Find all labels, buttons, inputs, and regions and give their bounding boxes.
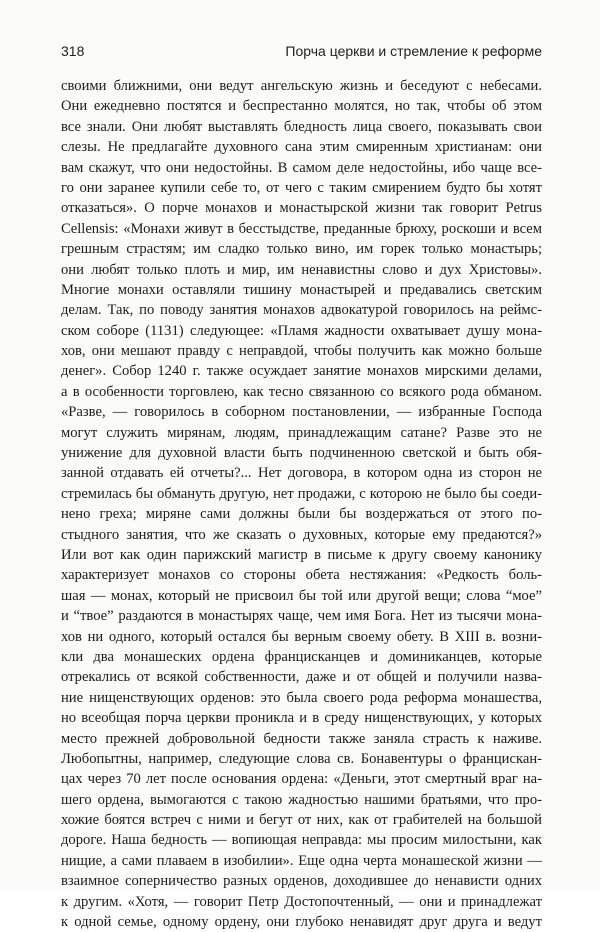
text-line: к другим. «Хотя, — говорит Петр Достопочтенный, — они и принадлежат (61, 893, 542, 910)
text-line: Cellensis: «Монахи живут в бесстыдстве, преданные брюху, роскоши и всем (61, 220, 542, 237)
text-line: характеризует монахов со стороны обета нестяжания: «Редкость боль- (61, 567, 542, 584)
text-line: взаимное соперничество разных орденов, доходившее до ненависти одних (61, 873, 542, 890)
text-line: делам. Так, по поводу занятия монахов адвокатурой говорилось на реймс- (61, 302, 542, 319)
text-line: нищие, а сами плаваем в изобилии». Еще одна черта монашеской жизни — (61, 852, 542, 869)
text-line: своими ближними, они ведут ангельскую жизнь и беседуют с небесами. (61, 78, 542, 94)
text-line: но всеобщая порча церкви проникла и в среду нищенствующих, у которых (61, 710, 542, 727)
text-line: кли два монашеских ордена францисканцев и доминиканцев, которые (61, 648, 542, 665)
text-line: цах через 70 лет после основания ордена: «Деньги, этот смертный враг на- (61, 771, 542, 788)
text-line: отрекались от всякой собственности, даже и от общей и получили назва- (61, 669, 542, 686)
text-line: к одной семье, одному ордену, они глубоко ненавидят друг друга и ведут (61, 914, 542, 931)
text-line: дороге. Наша бедность — вопиющая неправда: мы просим милостыни, как (61, 832, 542, 849)
text-line: и “твое” раздаются в монастырях чаще, чем имя Бога. Нет из тысячи мона- (61, 608, 542, 625)
text-line: они любят только плоть и мир, им ненавистны слово и дух Христовы». (61, 261, 542, 278)
text-line: хов ни одного, который остался бы верным своему обету. В XIII в. возни- (61, 628, 542, 645)
text-line: стремилась бы обмануть другую, нет продажи, с которою не было бы соеди- (61, 485, 542, 502)
text-line: унижение для духовной власти быть подчиненною светской и быть обя- (61, 445, 542, 462)
text-line: го они заранее купили себе то, от чего с таким смирением будто бы хотят (61, 179, 542, 196)
text-line: все знали. Они любят выставлять бледность лица своего, показывать свои (61, 118, 542, 135)
text-line: шая — монах, который не присвоил бы той или другой вещи; слова “мое” (61, 587, 542, 604)
page-header (61, 43, 542, 63)
text-line: Или вот как один парижский магистр в письме к другу своему канонику (61, 546, 542, 563)
text-line: могут служить мирянам, людям, принадлежащим сатане? Разве это не (61, 424, 542, 441)
text-line: шего ордена, вымогаются с такою жадностью нашими братьями, что про- (61, 791, 542, 808)
text-line: хожие боятся встреч с ними и бегут от них, как от грабителей на большой (61, 812, 542, 829)
text-line: грешным страстям; им сладко только вино, им горек только монастырь; (61, 241, 542, 258)
text-line: ском соборе (1131) следующее: «Пламя жадности охватывает душу мона- (61, 322, 542, 339)
page-number: 318 (61, 43, 85, 59)
text-line: а в особенности торговлею, как тесно связанною со всякого рода обманом. (61, 383, 542, 400)
text-line: занной отдавать ей отчеты?... Нет договора, в котором одна из сторон не (61, 465, 542, 482)
text-line: нено греха; миряне сами должны были бы воздержаться от этого по- (61, 506, 542, 523)
text-line: стыдного занятия, что же сказать о духовных, которые ему предаются?» (61, 526, 542, 543)
running-title: Порча церкви и стремление к реформе (285, 43, 542, 59)
text-line: «Разве, — говорилось в соборном постановлении, — избранные Господа (61, 404, 542, 421)
text-line: Любопытны, например, следующие слова св. Бонавентуры о францискан- (61, 750, 542, 767)
body-text (61, 76, 542, 932)
text-line: Многие монахи оставляли тишину монастырей и предавались светским (61, 281, 542, 298)
text-line: денег». Собор 1240 г. также осуждает занятие монахов мирскими делами, (61, 363, 542, 380)
text-line: место прежней добровольной бедности также заняла страсть к наживе. (61, 730, 542, 747)
text-line: слезы. Не предлагайте духовного сана этим смиренным христианам: они (61, 139, 542, 156)
text-line: хов, они мешают правду с неправдой, чтобы получить как можно больше (61, 343, 542, 360)
text-line: ние нищенствующих орденов: это была своего рода реформа монашества, (61, 689, 542, 706)
text-line: Они ежедневно постятся и беспрестанно молятся, но так, чтобы об этом (61, 98, 542, 115)
text-line: отказаться». О порче монахов и монастырской жизни так говорит Petrus (61, 200, 542, 217)
text-line: вам скажут, что они недостойны. В самом деле недостойны, ибо чаще все- (61, 159, 542, 176)
